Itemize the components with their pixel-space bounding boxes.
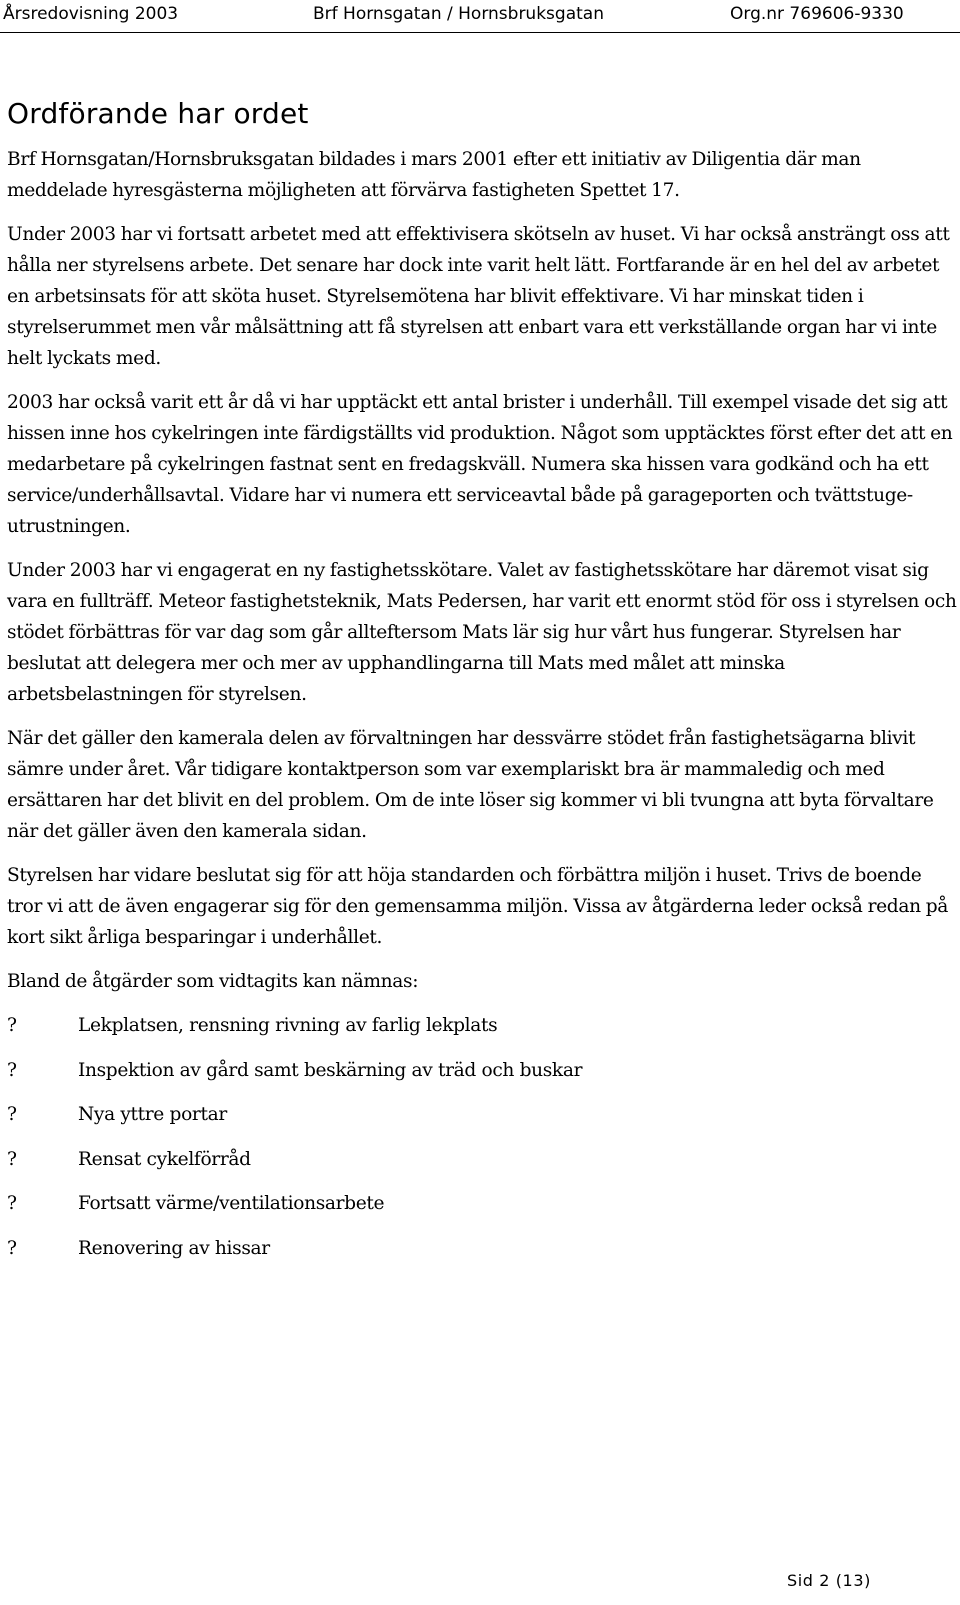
list-marker: ? bbox=[7, 1104, 17, 1126]
list-item-text: Inspektion av gård samt beskärning av träd och buskar bbox=[78, 1059, 583, 1081]
list-marker: ? bbox=[7, 1237, 17, 1259]
list-marker: ? bbox=[7, 1193, 17, 1215]
list-marker: ? bbox=[7, 1015, 17, 1036]
list-item-text: Fortsatt värme/ventilationsarbete bbox=[78, 1193, 385, 1215]
page-title: Ordförande har ordet bbox=[7, 97, 309, 130]
measures-list bbox=[7, 1010, 957, 1278]
list-item bbox=[7, 1055, 957, 1100]
list-marker: ? bbox=[7, 1148, 17, 1170]
paragraph-founding: Brf Hornsgatan/Hornsbruksgatan bildades i mars 2001 efter ett initiativ av Diligentia där man meddelade hyresgästerna möjligheten att förvärva fastigheten Spettet 17. bbox=[7, 149, 861, 201]
list-marker: ? bbox=[7, 1059, 17, 1081]
list-item bbox=[7, 1010, 957, 1055]
header-org-number: Org.nr 769606-9330 bbox=[730, 4, 904, 24]
list-item-text: Rensat cykelförråd bbox=[78, 1148, 251, 1170]
page-number: Sid 2 (13) bbox=[787, 1571, 871, 1590]
page-header bbox=[0, 0, 960, 33]
body-paragraphs bbox=[7, 144, 957, 997]
list-item-text: Renovering av hissar bbox=[78, 1237, 270, 1259]
list-item-text: Nya yttre portar bbox=[78, 1104, 227, 1126]
list-item bbox=[7, 1099, 957, 1144]
paragraph-maintenance-issues: 2003 har också varit ett år då vi har upptäckt ett antal brister i underhåll. Till exempel visade det sig att hissen inne hos cykelringen inte färdigställts vid produktion. Något som upptäcktes först efter det att en medarbetare på cykelringen fastnat sent en fredagskväll. Numera ska hissen vara godkänd och ha ett service/underhållsavtal. Vidare har vi numera ett serviceavtal både på garageporten och tvättstuge-utrustningen. bbox=[7, 392, 953, 537]
list-item bbox=[7, 1144, 957, 1189]
list-item-text: Lekplatsen, rensning rivning av farlig lekplats bbox=[78, 1015, 498, 1036]
paragraph-financial-management: När det gäller den kamerala delen av förvaltningen har dessvärre stödet från fastighetsägarna blivit sämre under året. Vår tidigare kontaktperson som var exemplariskt bra är mammaledig och med ersättaren har det blivit en del problem. Om de inte löser sig kommer vi bli tvungna att byta förvaltare när det gäller även den kamerala sidan. bbox=[7, 728, 934, 842]
header-report-title: Årsredovisning 2003 bbox=[3, 4, 179, 24]
header-association-name: Brf Hornsgatan / Hornsbruksgatan bbox=[313, 4, 604, 24]
list-item bbox=[7, 1188, 957, 1233]
paragraph-property-caretaker: Under 2003 har vi engagerat en ny fastighetsskötare. Valet av fastighetsskötare har däremot visat sig vara en fullträff. Meteor fastighetsteknik, Mats Pedersen, har varit ett enormt stöd för oss i styrelsen och stödet förbättras för var dag som går allteftersom Mats lär sig hur vårt hus fungerar. Styrelsen har beslutat att delegera mer och mer av upphandlingarna till Mats med målet att minska arbetsbelastningen för styrelsen. bbox=[7, 560, 957, 705]
paragraph-measures-intro: Bland de åtgärder som vidtagits kan nämnas: bbox=[7, 971, 419, 992]
document-body bbox=[7, 94, 957, 1278]
list-item bbox=[7, 1233, 957, 1278]
paragraph-environment-standard: Styrelsen har vidare beslutat sig för att höja standarden och förbättra miljön i huset. Trivs de boende tror vi att de även engagerar sig för den gemensamma miljön. Vissa av åtgärderna leder också redan på kort sikt årliga besparingar i underhållet. bbox=[7, 865, 949, 948]
paragraph-board-work: Under 2003 har vi fortsatt arbetet med att effektivisera skötseln av huset. Vi har också ansträngt oss att hålla ner styrelsens arbete. Det senare har dock inte varit helt lätt. Fortfarande är en hel del av arbetet en arbetsinsats för att sköta huset. Styrelsemötena har blivit effektivare. Vi har minskat tiden i styrelserummet men vår målsättning att få styrelsen att enbart vara ett verkställande organ har vi inte helt lyckats med. bbox=[7, 224, 950, 369]
